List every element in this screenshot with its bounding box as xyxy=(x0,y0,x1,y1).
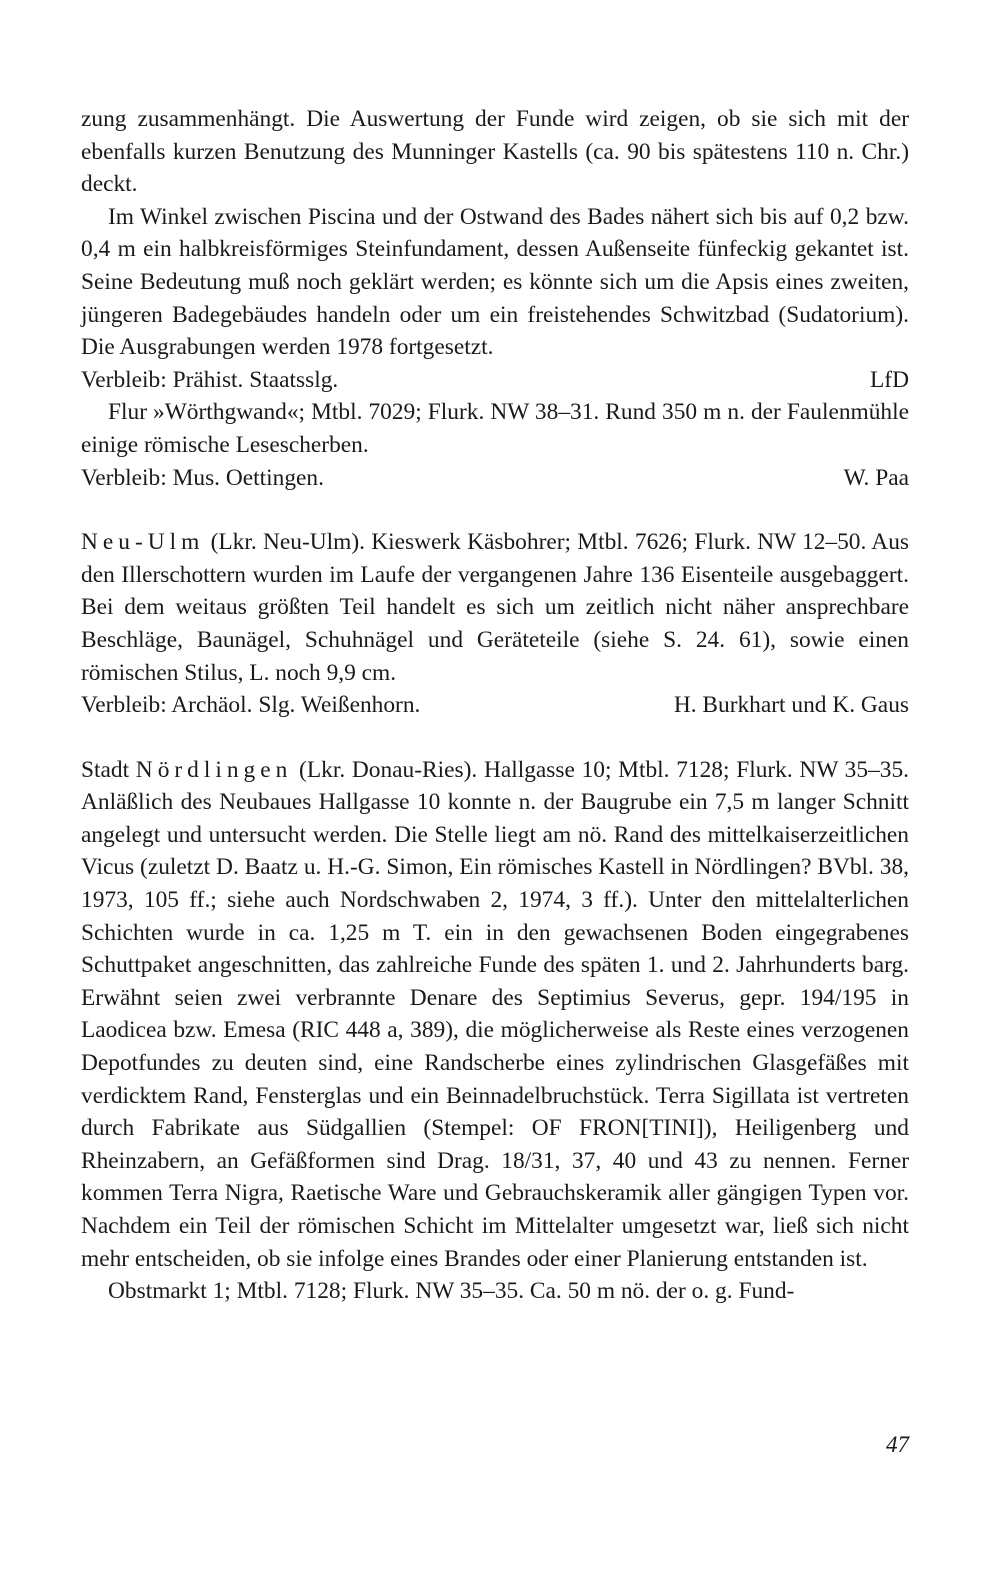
page-number: 47 xyxy=(886,1432,909,1457)
neu-ulm-entry xyxy=(81,526,909,689)
verbleib-text: Verbleib: Prähist. Staatsslg. xyxy=(81,366,339,393)
verbleib-line-2 xyxy=(81,462,909,495)
intro-paragraph: zung zusammenhängt. Die Auswertung der Funde wird zeigen, ob sie sich mit der ebenfalls kurzen Benutzung des Munninger Kastells (ca. 90 bis spätestens 110 n. Chr.) deckt. xyxy=(81,106,909,198)
page-body xyxy=(81,103,909,1308)
entry-text: (Lkr. Donau-Ries). Hallgasse 10; Mtbl. 7128; Flurk. NW 35–35. Anläßlich des Neubaues Hallgasse 10 konnte n. der Baugrube ein 7,5 m langer Schnitt angelegt und untersucht werden. Die Stelle liegt am nö. Rand des mittelkaiserzeitlichen Vicus (zuletzt D. Baatz u. H.-G. Simon, Ein römisches Kastell in Nördlingen? BVbl. 38, 1973, 105 ff.; siehe auch Nordschwaben 2, 1974, 3 ff.). Unter den mittelalterlichen Schichten wurde in ca. 1,25 m T. ein in den gewachsenen Boden eingegrabenes Schuttpaket angeschnitten, das zahlreiche Funde des späten 1. und 2. Jahrhunderts barg. Erwähnt seien zwei verbrannte Denare des Septimius Severus, gepr. 194/195 in Laodicea bzw. Emesa (RIC 448 a, 389), die möglicherweise als Reste eines verzogenen Depotfundes zu deuten sind, eine Randscherbe eines zylindrischen Glasgefäßes mit verdicktem Rand, Fensterglas und ein Beinnadelbruchstück. Terra Sigillata ist vertreten durch Fabrikate aus Südgallien (Stempel: OF FRON[TINI]), Heiligenberg und Rheinzabern, an Gefäßformen sind Drag. 18/31, 37, 40 und 43 zu nennen. Ferner kommen Terra Nigra, Raetische Ware und Gebrauchskeramik aller gängigen Typen vor. Nachdem ein Teil der römischen Schicht im Mittelalter umgesetzt war, ließ sich nicht mehr entscheiden, ob sie infolge eines Brandes oder einer Planierung entstanden ist. xyxy=(81,756,910,1272)
author-signature: W. Paa xyxy=(843,464,909,491)
section-gap xyxy=(81,494,909,526)
verbleib-line-3 xyxy=(81,689,909,722)
noerdlingen-entry xyxy=(81,754,909,1276)
place-name: Neu-Ulm xyxy=(81,529,205,556)
author-signature: LfD xyxy=(870,366,909,393)
flur-paragraph: Flur »Wörthgwand«; Mtbl. 7029; Flurk. NW 38–31. Rund 350 m n. der Faulenmühle einige römische Lesescherben. xyxy=(81,399,909,458)
section-gap xyxy=(81,722,909,754)
verbleib-line-1 xyxy=(81,364,909,397)
place-name: Nördlingen xyxy=(135,756,293,783)
apsis-paragraph: Im Winkel zwischen Piscina und der Ostwand des Bades nähert sich bis auf 0,2 bzw. 0,4 m ein halbkreisförmiges Steinfundament, dessen Außenseite fünfeckig gekantet ist. Seine Bedeutung muß noch geklärt werden; es könnte sich um die Apsis eines zweiten, jüngeren Badegebäudes handeln oder um ein freistehendes Schwitzbad (Sudatorium). Die Ausgrabungen werden 1978 fortgesetzt. xyxy=(81,203,909,361)
author-signature: H. Burkhart und K. Gaus xyxy=(673,692,909,719)
verbleib-text: Verbleib: Mus. Oettingen. xyxy=(81,464,324,491)
entry-text: (Lkr. Neu-Ulm). Kieswerk Käsbohrer; Mtbl. 7626; Flurk. NW 12–50. Aus den Illerschottern wurden im Laufe der vergangenen Jahre 136 Eisenteile ausgebaggert. Bei dem weitaus größten Teil handelt es sich um zeitlich nicht näher ansprechbare Beschläge, Baunägel, Schuhnägel und Geräteteile (siehe S. 24. 61), sowie einen römischen Stilus, L. noch 9,9 cm. xyxy=(81,529,909,686)
obstmarkt-paragraph: Obstmarkt 1; Mtbl. 7128; Flurk. NW 35–35. Ca. 50 m nö. der o. g. Fund- xyxy=(108,1278,795,1305)
verbleib-text: Verbleib: Archäol. Slg. Weißenhorn. xyxy=(81,692,421,719)
place-prefix: Stadt xyxy=(81,756,136,783)
